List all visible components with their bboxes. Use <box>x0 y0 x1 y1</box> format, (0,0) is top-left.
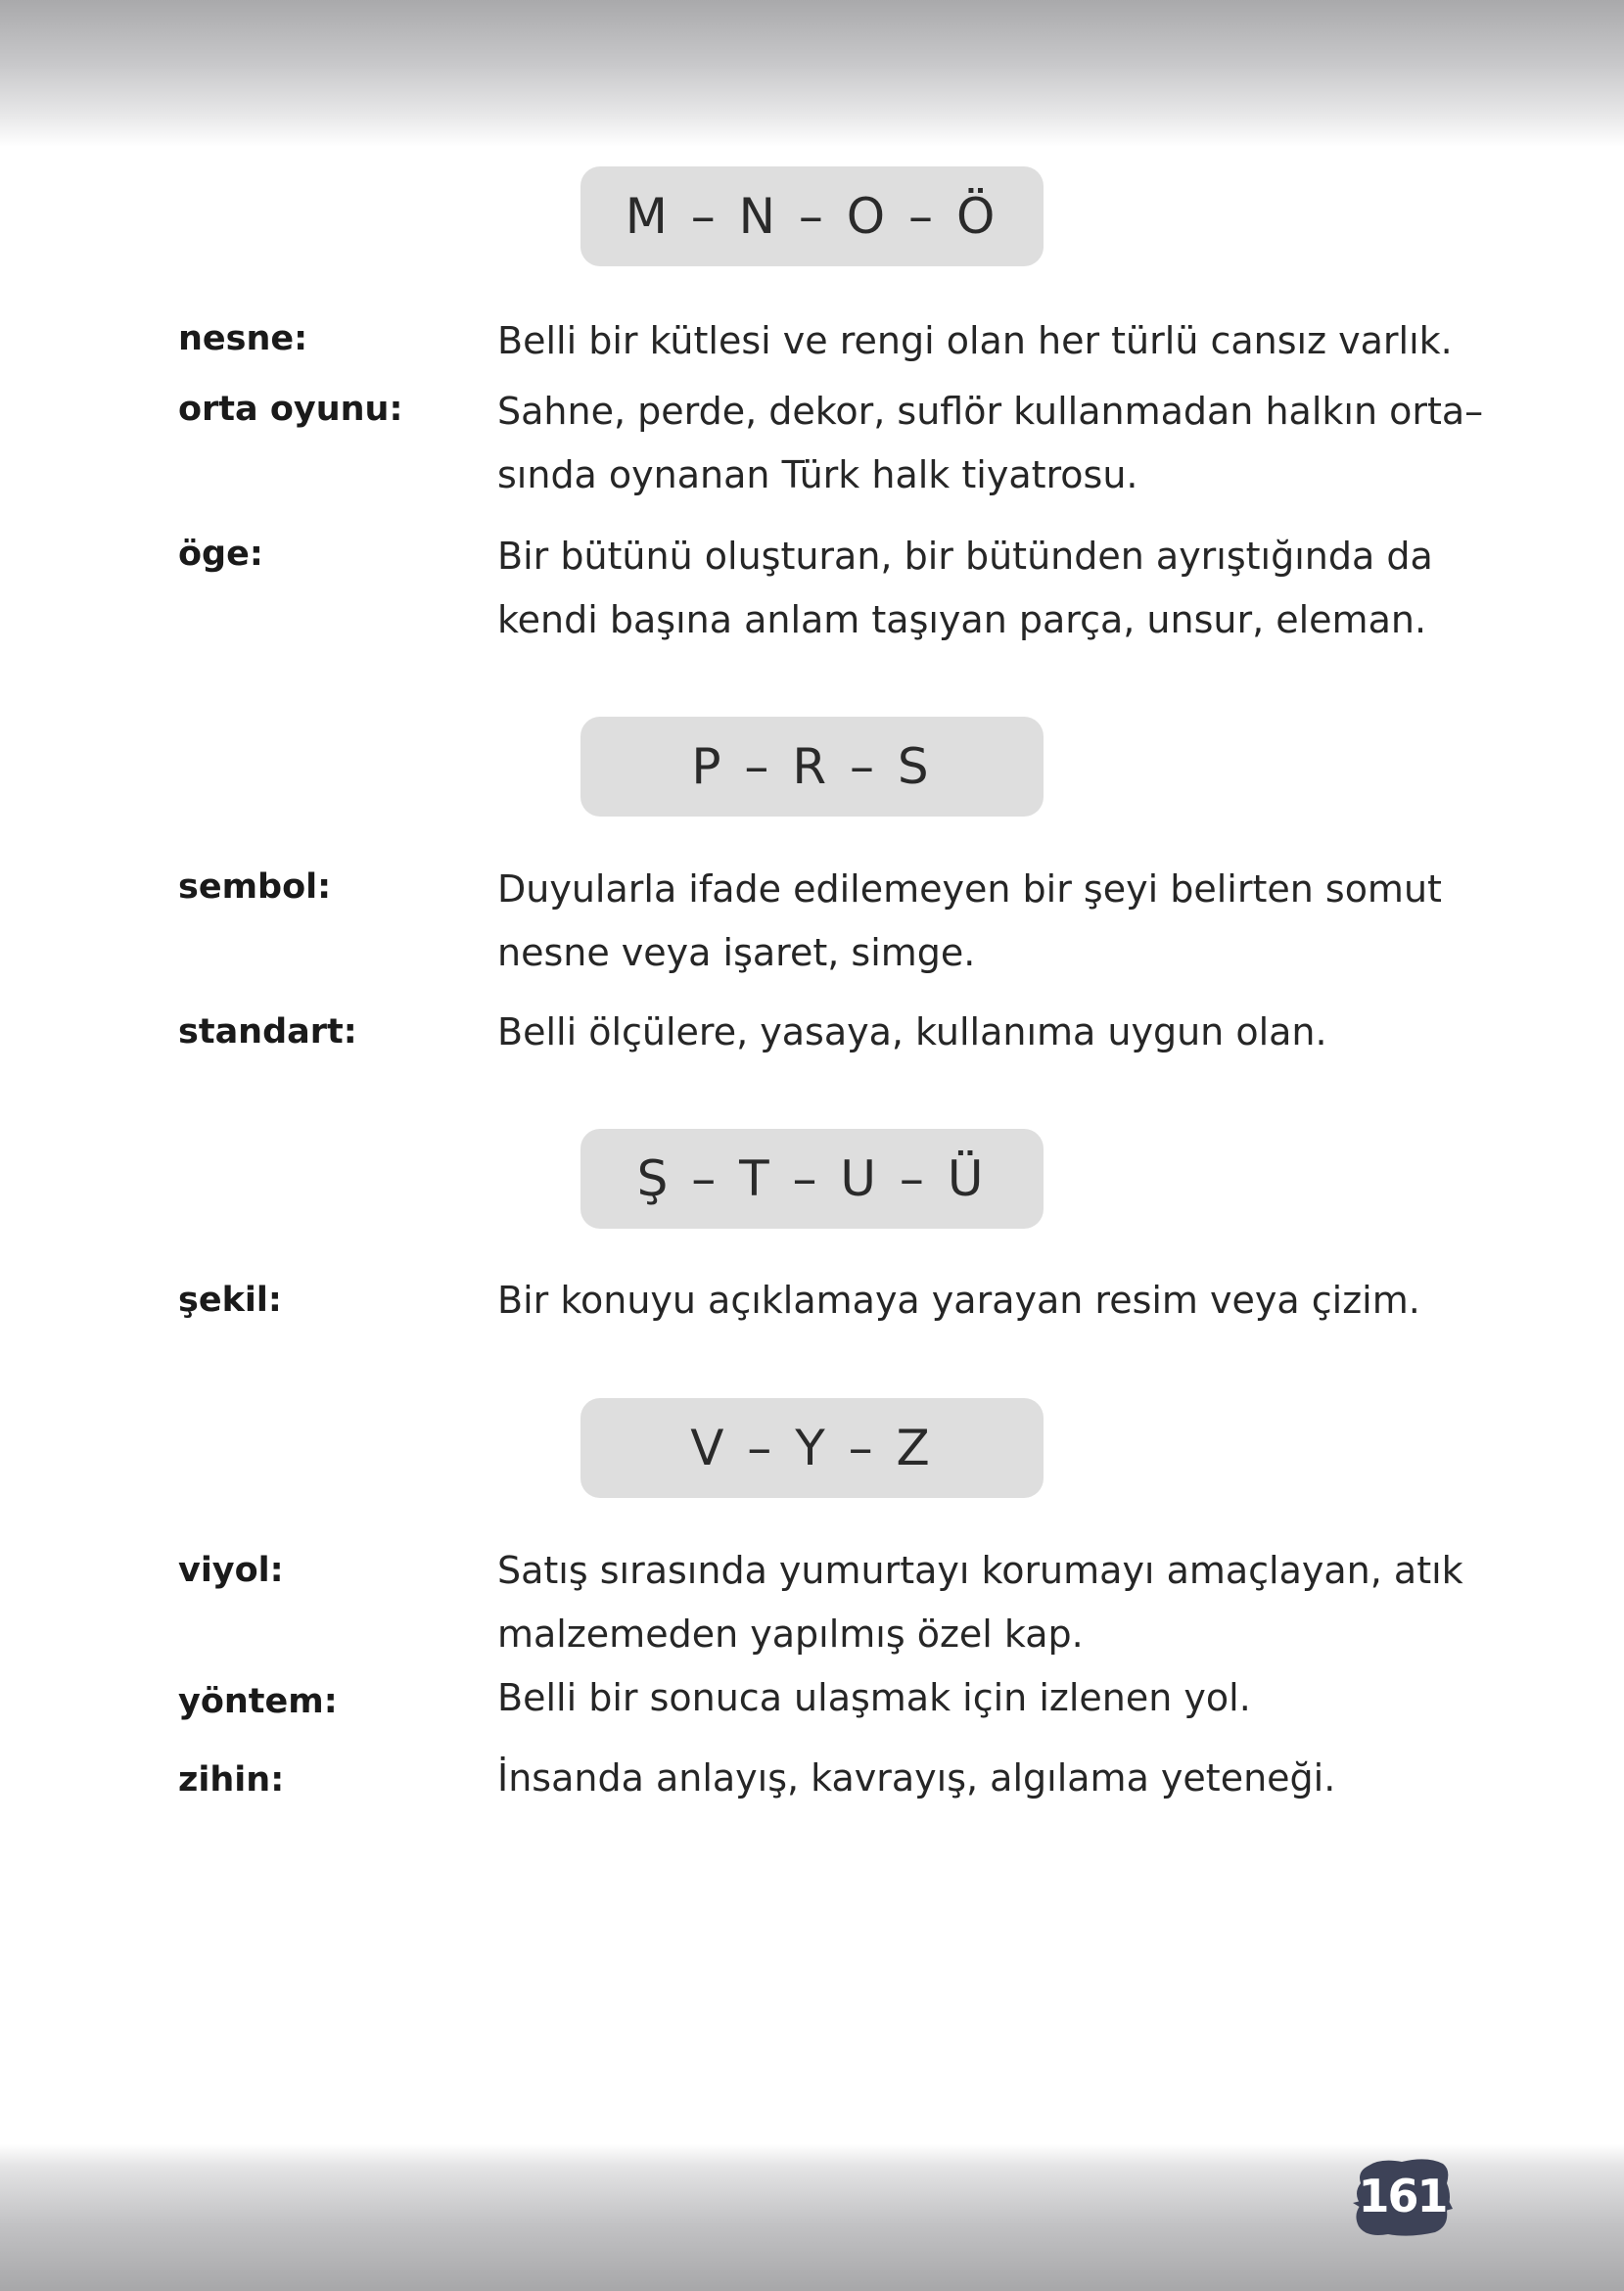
definition-oge <box>497 525 1457 652</box>
definition-line: Bir bütünü oluşturan, bir bütünden ayrıştığında da <box>497 535 1433 578</box>
definition-line: Belli ölçülere, yasaya, kullanıma uygun olan. <box>497 1010 1327 1053</box>
term-standart: standart: <box>178 1012 357 1052</box>
section-header-p-r-s: P – R – S <box>580 717 1044 817</box>
definition-line: malzemeden yapılmış özel kap. <box>497 1613 1084 1656</box>
definition-line: Sahne, perde, dekor, suflör kullanmadan halkın orta– <box>497 390 1484 433</box>
term-zihin: zihin: <box>178 1760 285 1800</box>
term-viyol: viyol: <box>178 1551 284 1590</box>
term-yontem: yöntem: <box>178 1682 338 1721</box>
definition-line: Duyularla ifade edilemeyen bir şeyi belirten somut <box>497 867 1442 911</box>
page-number: 161 <box>1358 2170 1447 2222</box>
section-header-v-y-z: V – Y – Z <box>580 1398 1044 1498</box>
definition-line: Belli bir sonuca ulaşmak için izlenen yol. <box>497 1676 1251 1719</box>
definition-line: kendi başına anlam taşıyan parça, unsur, eleman. <box>497 598 1427 641</box>
definition-zihin <box>497 1747 1457 1810</box>
definition-viyol <box>497 1539 1463 1666</box>
definition-line: Bir konuyu açıklamaya yarayan resim veya çizim. <box>497 1279 1420 1322</box>
definition-nesne <box>497 309 1457 373</box>
term-nesne: nesne: <box>178 319 308 358</box>
section-header-m-n-o-o: M – N – O – Ö <box>580 166 1044 266</box>
term-sekil: şekil: <box>178 1281 282 1320</box>
definition-line: nesne veya işaret, simge. <box>497 931 976 974</box>
term-oge: öge: <box>178 535 263 574</box>
definition-standart <box>497 1001 1457 1064</box>
definition-sembol <box>497 858 1457 985</box>
section-header-s-t-u-u: Ş – T – U – Ü <box>580 1129 1044 1229</box>
top-gradient-band <box>0 0 1624 147</box>
term-sembol: sembol: <box>178 867 332 907</box>
definition-orta-oyunu <box>497 380 1484 507</box>
definition-line: Belli bir kütlesi ve rengi olan her türlü cansız varlık. <box>497 319 1453 362</box>
definition-sekil <box>497 1269 1457 1333</box>
definition-line: İnsanda anlayış, kavrayış, algılama yeteneği. <box>497 1756 1336 1800</box>
term-orta-oyunu: orta oyunu: <box>178 390 403 429</box>
definition-line: sında oynanan Türk halk tiyatrosu. <box>497 453 1138 496</box>
definition-line: Satış sırasında yumurtayı korumayı amaçlayan, atık <box>497 1549 1463 1592</box>
definition-yontem <box>497 1666 1457 1730</box>
